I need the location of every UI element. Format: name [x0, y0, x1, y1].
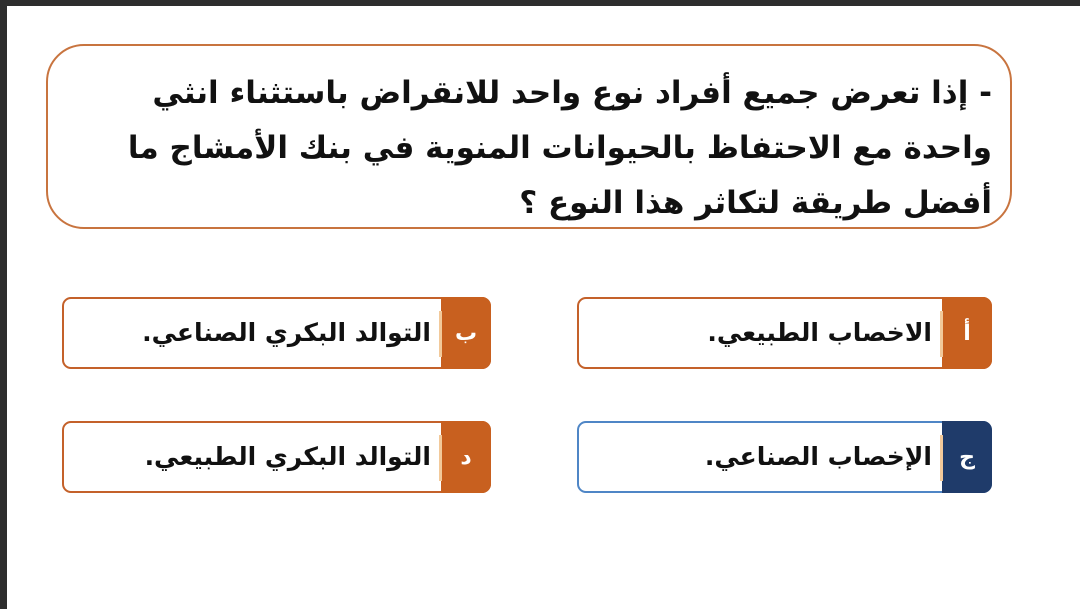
badge-divider — [439, 311, 442, 357]
option-letter: ج — [959, 444, 975, 470]
option-letter-badge — [441, 421, 491, 493]
answer-option-d[interactable] — [62, 421, 491, 493]
option-letter: أ — [963, 320, 971, 346]
question-card — [46, 44, 1012, 229]
answer-option-a[interactable] — [577, 297, 992, 369]
badge-divider — [940, 435, 943, 481]
option-letter: د — [460, 444, 472, 470]
option-letter: ب — [454, 320, 478, 346]
option-label: الاخصاب الطبيعي. — [707, 318, 932, 347]
option-letter-badge — [441, 297, 491, 369]
window-top-border — [0, 0, 1080, 6]
answer-option-c[interactable] — [577, 421, 992, 493]
option-label: التوالد البكري الطبيعي. — [144, 442, 431, 471]
option-letter-badge — [942, 421, 992, 493]
badge-divider — [439, 435, 442, 481]
option-letter-badge — [942, 297, 992, 369]
badge-divider — [940, 311, 943, 357]
answer-option-b[interactable] — [62, 297, 491, 369]
window-left-border — [0, 0, 7, 609]
question-text: - إذا تعرض جميع أفراد نوع واحد للانقراض باستثناء انثي واحدة مع الاحتفاظ بالحيوانات المنوية في بنك الأمشاج ما أفضل طريقة لتكاثر هذا النوع ؟ — [127, 75, 992, 221]
option-label: الإخصاب الصناعي. — [704, 442, 932, 471]
option-label: التوالد البكري الصناعي. — [142, 318, 431, 347]
